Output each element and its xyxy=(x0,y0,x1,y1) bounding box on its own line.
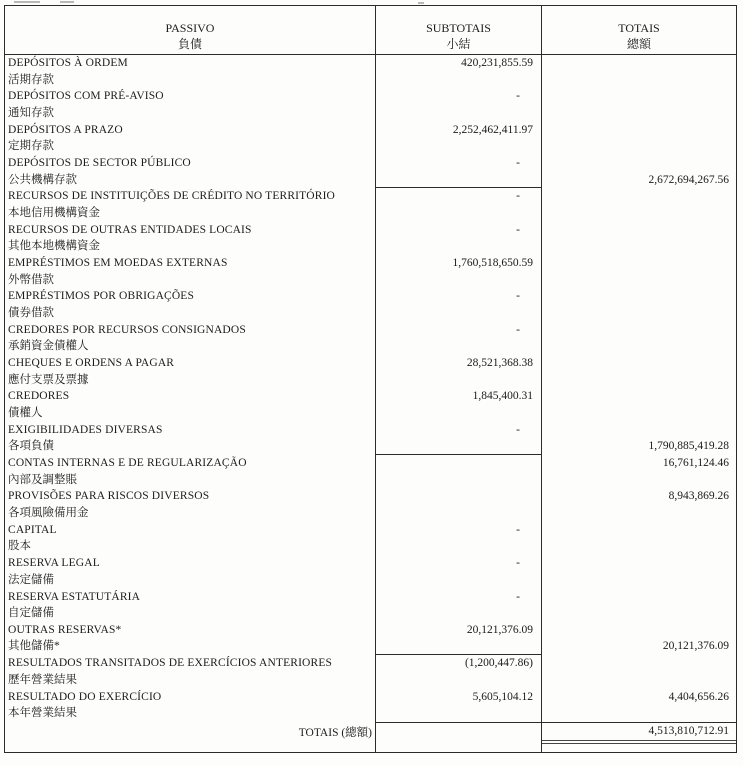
row-label-cell xyxy=(5,422,375,455)
row-label-cn: 公共機構存款 xyxy=(8,173,77,186)
total-value-line1 xyxy=(542,222,736,239)
row-subtotal-cell xyxy=(375,422,541,455)
row-label-pt: EMPRÉSTIMOS EM MOEDAS EXTERNAS xyxy=(8,257,228,270)
row-label-pt: EXIGIBILIDADES DIVERSAS xyxy=(8,423,163,436)
row-subtotal-cell xyxy=(375,455,541,488)
scan-speck xyxy=(60,1,74,3)
header-totais-cn: 總額 xyxy=(626,36,651,51)
total-value-line1 xyxy=(542,422,736,439)
row-label-pt: OUTRAS RESERVAS* xyxy=(8,623,122,636)
row-total-cell xyxy=(541,488,736,521)
subtotal-value: - xyxy=(516,190,520,203)
row-label-cell xyxy=(5,589,375,622)
total-value-line1 xyxy=(542,288,736,305)
subtotal-value: - xyxy=(516,590,520,603)
subtotal-value: 1,760,518,650.59 xyxy=(452,257,533,270)
row-subtotal-cell xyxy=(375,622,541,655)
row-label-cn: 各項風險備用金 xyxy=(8,507,89,520)
grand-total-double-rule xyxy=(542,740,736,744)
row-subtotal-cell xyxy=(375,388,541,421)
row-label-pt: CHEQUES E ORDENS A PAGAR xyxy=(8,357,175,370)
total-value-line1 xyxy=(542,622,736,639)
table-row xyxy=(5,122,736,155)
row-label-cell xyxy=(5,488,375,521)
row-total-cell xyxy=(541,622,736,655)
row-label-pt: CAPITAL xyxy=(8,523,57,536)
row-label-cn: 通知存款 xyxy=(8,106,54,119)
total-value-line2 xyxy=(542,505,736,522)
table-row xyxy=(5,255,736,288)
row-label-cn: 定期存款 xyxy=(8,140,54,153)
row-total-cell xyxy=(541,255,736,288)
table-row xyxy=(5,555,736,588)
row-label-cn: 本地信用機構資金 xyxy=(8,207,100,220)
row-label-cell xyxy=(5,288,375,321)
row-total-cell xyxy=(541,355,736,388)
total-value-line1 xyxy=(542,522,736,539)
row-label-cell xyxy=(5,388,375,421)
row-label-pt: DEPÓSITOS DE SECTOR PÚBLICO xyxy=(8,157,191,170)
total-value-line1: 8,943,869.26 xyxy=(668,490,729,503)
row-label-pt: RESERVA ESTATUTÁRIA xyxy=(8,590,141,603)
row-total-cell xyxy=(541,655,736,688)
row-total-cell xyxy=(541,388,736,421)
subtotal-value: 1,845,400.31 xyxy=(472,390,533,403)
row-subtotal-cell xyxy=(375,555,541,588)
row-subtotal-cell xyxy=(375,689,541,722)
table-row xyxy=(5,322,736,355)
table-row xyxy=(5,689,736,722)
subtotal-value: - xyxy=(516,557,520,570)
row-subtotal-cell xyxy=(375,488,541,521)
row-total-cell xyxy=(541,188,736,221)
row-label-cell xyxy=(5,188,375,221)
row-label-pt: RESERVA LEGAL xyxy=(8,557,100,570)
table-row xyxy=(5,355,736,388)
row-total-cell xyxy=(541,689,736,722)
subtotal-value xyxy=(376,488,541,505)
header-passivo xyxy=(5,6,375,54)
row-subtotal-cell xyxy=(375,222,541,255)
total-value-line1 xyxy=(542,589,736,606)
row-label-cell xyxy=(5,322,375,355)
row-label-cn: 應付支票及票據 xyxy=(8,373,89,386)
row-label-pt: CONTAS INTERNAS E DE REGULARIZAÇÃO xyxy=(8,457,247,470)
table-row xyxy=(5,388,736,421)
table-totals-row xyxy=(5,722,736,752)
table-row xyxy=(5,522,736,555)
row-subtotal-cell xyxy=(375,522,541,555)
row-label-pt: PROVISÕES PARA RISCOS DIVERSOS xyxy=(8,490,210,503)
total-value-line2 xyxy=(542,538,736,555)
row-label-pt: DEPÓSITOS A PRAZO xyxy=(8,123,123,136)
header-totais xyxy=(541,6,736,54)
header-totais-pt: TOTAIS xyxy=(618,21,660,35)
scan-speck xyxy=(418,2,424,4)
header-passivo-cn: 負債 xyxy=(177,36,202,51)
row-label-cn: 活期存款 xyxy=(8,73,54,86)
row-label-cell xyxy=(5,689,375,722)
subtotal-value: - xyxy=(516,157,520,170)
row-total-cell xyxy=(541,455,736,488)
total-value-line2 xyxy=(542,138,736,155)
row-subtotal-cell xyxy=(375,288,541,321)
total-value-line2 xyxy=(542,372,736,389)
table-body xyxy=(5,55,736,722)
subtotal-value: 28,521,368.38 xyxy=(466,357,533,370)
total-value-line2 xyxy=(542,205,736,222)
total-value-line2 xyxy=(542,72,736,89)
total-value-line1: 16,761,124.46 xyxy=(662,457,729,470)
table-row xyxy=(5,422,736,455)
row-label-cell xyxy=(5,255,375,288)
row-label-cell xyxy=(5,55,375,88)
row-label-cn: 各項負債 xyxy=(8,440,54,453)
row-label-pt: EMPRÉSTIMOS POR OBRIGAÇÕES xyxy=(8,290,195,303)
row-label-cell xyxy=(5,622,375,655)
total-value-line1 xyxy=(542,555,736,572)
table-row xyxy=(5,188,736,221)
totals-row-subtotal-cell xyxy=(375,722,541,752)
row-label-cn: 本年營業結果 xyxy=(8,707,77,720)
row-label-pt: RESULTADOS TRANSITADOS DE EXERCÍCIOS ANTERIORES xyxy=(8,657,333,670)
subtotal-value: 20,121,376.09 xyxy=(466,623,533,636)
liabilities-table xyxy=(4,5,737,753)
total-value-line2: 2,672,694,267.56 xyxy=(648,173,729,186)
total-value-line2: 20,121,376.09 xyxy=(662,640,729,653)
subtotal-value: 5,605,104.12 xyxy=(472,690,533,703)
row-label-cn: 外幣借款 xyxy=(8,273,54,286)
row-label-cn: 債權人 xyxy=(8,407,43,420)
row-total-cell xyxy=(541,222,736,255)
row-label-cn: 股本 xyxy=(8,540,31,553)
table-row xyxy=(5,222,736,255)
table-row xyxy=(5,55,736,88)
row-label-cell xyxy=(5,222,375,255)
total-value-line1 xyxy=(542,388,736,405)
row-total-cell xyxy=(541,589,736,622)
total-value-line1 xyxy=(542,188,736,205)
total-value-line1: 4,404,656.26 xyxy=(668,690,729,703)
row-label-cn: 其他本地機構資金 xyxy=(8,240,100,253)
total-value-line2 xyxy=(542,705,736,722)
header-passivo-pt: PASSIVO xyxy=(165,21,215,35)
total-value-line2 xyxy=(542,672,736,689)
row-label-cell xyxy=(5,555,375,588)
total-value-line2: 1,790,885,419.28 xyxy=(648,440,729,453)
total-value-line2 xyxy=(542,472,736,489)
row-label-cn: 承銷資金債權人 xyxy=(8,340,89,353)
row-total-cell xyxy=(541,555,736,588)
table-header-row xyxy=(5,6,736,55)
total-value-line1 xyxy=(542,155,736,172)
header-subtotais-cn: 小結 xyxy=(446,36,471,51)
table-row xyxy=(5,88,736,121)
row-subtotal-cell xyxy=(375,55,541,88)
total-value-line1 xyxy=(542,655,736,672)
subtotal-value: - xyxy=(516,290,520,303)
row-label-cell xyxy=(5,122,375,155)
subtotal-value: - xyxy=(516,223,520,236)
row-label-pt: RECURSOS DE INSTITUIÇÕES DE CRÉDITO NO TERRITÓRIO xyxy=(8,190,336,203)
row-subtotal-cell xyxy=(375,655,541,688)
row-total-cell xyxy=(541,422,736,455)
table-row xyxy=(5,622,736,655)
row-total-cell xyxy=(541,522,736,555)
subtotal-value: - xyxy=(516,423,520,436)
total-value-line2 xyxy=(542,238,736,255)
total-value-line2 xyxy=(542,105,736,122)
table-row xyxy=(5,455,736,488)
row-label-cell xyxy=(5,522,375,555)
totals-row-label: TOTAIS (總額) xyxy=(298,727,372,739)
total-value-line1 xyxy=(542,122,736,139)
row-label-cn: 自定儲備 xyxy=(8,607,54,620)
row-label-pt: CREDORES POR RECURSOS CONSIGNADOS xyxy=(8,323,246,336)
table-row xyxy=(5,488,736,521)
row-subtotal-cell xyxy=(375,188,541,221)
row-label-cell xyxy=(5,355,375,388)
subtotal-value: (1,200,447.86) xyxy=(464,657,533,670)
row-subtotal-cell xyxy=(375,255,541,288)
row-label-cn: 其他儲備* xyxy=(8,640,60,653)
total-value-line2 xyxy=(542,338,736,355)
total-value-line2 xyxy=(542,572,736,589)
total-value-line2 xyxy=(542,272,736,289)
row-label-pt: DEPÓSITOS À ORDEM xyxy=(8,57,128,69)
total-value-line1 xyxy=(542,355,736,372)
row-label-pt: RESULTADO DO EXERCÍCIO xyxy=(8,690,162,703)
row-subtotal-cell xyxy=(375,589,541,622)
subtotal-value: 420,231,855.59 xyxy=(461,57,533,69)
header-subtotais-pt: SUBTOTAIS xyxy=(426,21,491,35)
row-label-cell xyxy=(5,455,375,488)
row-total-cell xyxy=(541,55,736,88)
table-row xyxy=(5,589,736,622)
row-total-cell xyxy=(541,88,736,121)
table-row xyxy=(5,155,736,188)
row-label-pt: DEPÓSITOS COM PRÉ-AVISO xyxy=(8,90,164,103)
row-label-cn: 法定儲備 xyxy=(8,573,54,586)
row-subtotal-cell xyxy=(375,122,541,155)
row-label-pt: RECURSOS DE OUTRAS ENTIDADES LOCAIS xyxy=(8,223,252,236)
row-label-cell xyxy=(5,655,375,688)
row-label-cn: 歷年營業結果 xyxy=(8,673,77,686)
total-value-line1 xyxy=(542,255,736,272)
row-total-cell xyxy=(541,322,736,355)
row-label-cn: 內部及調整賬 xyxy=(8,473,77,486)
row-subtotal-cell xyxy=(375,355,541,388)
row-label-cell xyxy=(5,155,375,188)
total-value-line1 xyxy=(542,55,736,72)
grand-total-value: 4,513,810,712.91 xyxy=(648,725,729,737)
subtotal-value xyxy=(376,455,541,472)
total-value-line2 xyxy=(542,605,736,622)
row-subtotal-cell xyxy=(375,88,541,121)
subtotal-value: 2,252,462,411.97 xyxy=(452,123,533,136)
total-value-line1 xyxy=(542,322,736,339)
total-value-line2 xyxy=(542,405,736,422)
subtotal-value: - xyxy=(516,90,520,103)
total-value-line2 xyxy=(542,305,736,322)
subtotal-value: - xyxy=(516,323,520,336)
header-subtotais xyxy=(375,6,541,54)
row-subtotal-cell xyxy=(375,155,541,188)
row-total-cell xyxy=(541,155,736,188)
scan-speck xyxy=(14,1,40,3)
table-row xyxy=(5,655,736,688)
row-total-cell xyxy=(541,122,736,155)
row-label-cn: 債券借款 xyxy=(8,307,54,320)
row-subtotal-cell xyxy=(375,322,541,355)
total-value-line1 xyxy=(542,88,736,105)
row-label-cell xyxy=(5,88,375,121)
row-label-pt: CREDORES xyxy=(8,390,70,403)
table-row xyxy=(5,288,736,321)
subtotal-value: - xyxy=(516,523,520,536)
totals-row-total-cell xyxy=(541,722,736,752)
row-total-cell xyxy=(541,288,736,321)
